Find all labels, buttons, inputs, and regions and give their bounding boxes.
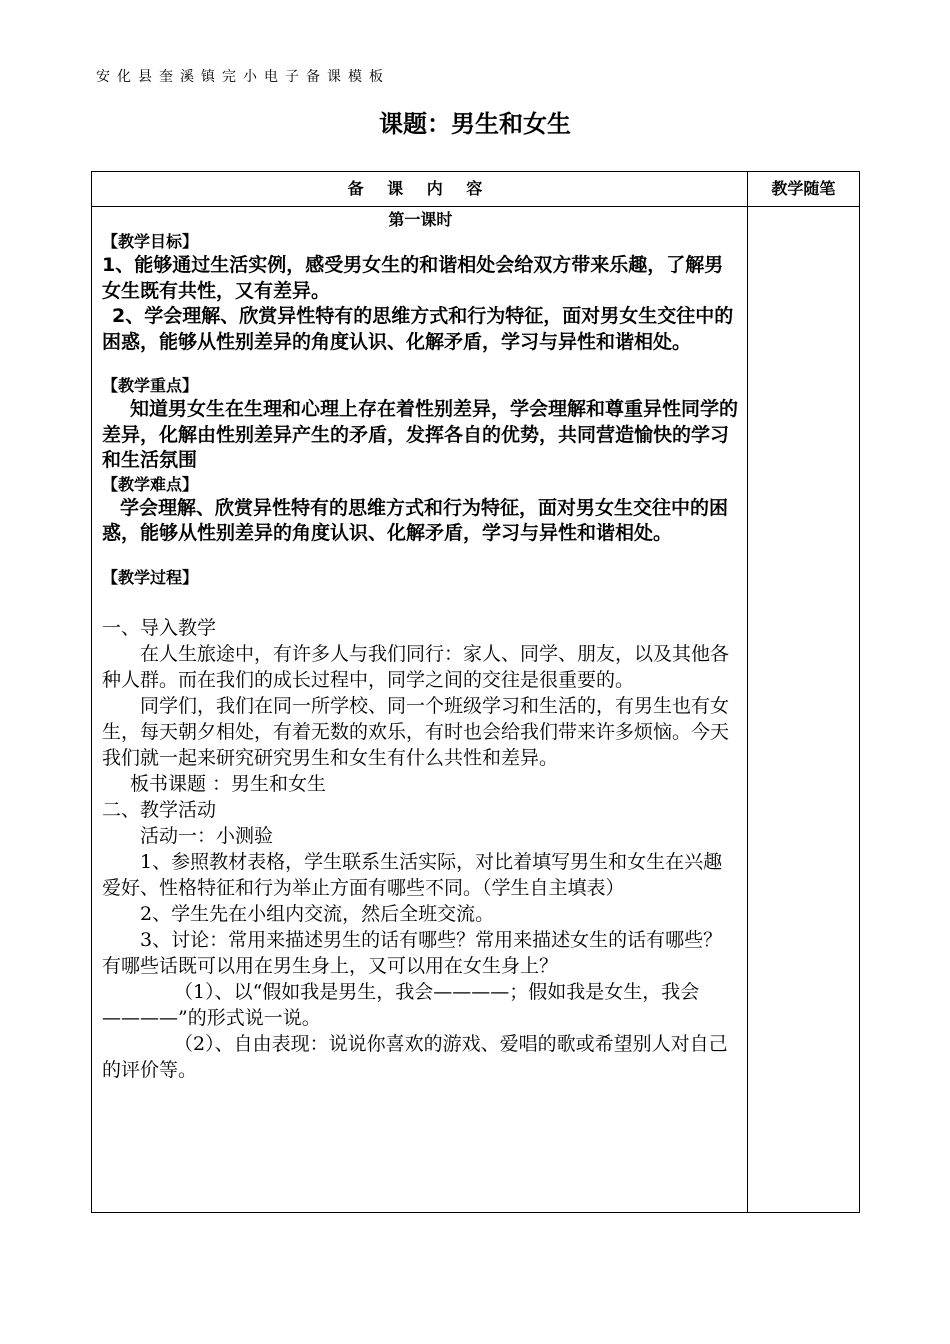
activity-section-title: 二、教学活动 <box>102 798 217 821</box>
table-body-row <box>92 207 860 1213</box>
lesson-period-label: 第一课时 <box>388 210 453 229</box>
board-title-line: 板书课题 ：男生和女生 <box>130 772 327 795</box>
difficulties-text: 学会理解、欣赏异性特有的思维方式和行为特征，面对男女生交往中的困惑，能够从性别差异的角度认识、化解矛盾，学习与异性和谐相处。 <box>102 496 729 544</box>
activity-step-3: 3、讨论：常用来描述男生的话有哪些？常用来描述女生的话有哪些？有哪些话既可以用在男生身上，又可以用在女生身上？ <box>102 928 723 977</box>
activity-substep-1: （1）、以“假如我是男生，我会————；假如我是女生，我会————”的形式说一说。 <box>102 980 700 1029</box>
content-column-header: 备 课 内 容 <box>92 172 748 207</box>
process-heading: 【教学过程】 <box>102 567 199 587</box>
difficulties-heading: 【教学难点】 <box>102 474 199 494</box>
notes-column-header: 教学随笔 <box>747 172 859 207</box>
objectives-heading: 【教学目标】 <box>102 232 199 251</box>
activity-one-title: 活动一：小测验 <box>140 824 274 847</box>
intro-section-title: 一、导入教学 <box>102 616 217 639</box>
table-header-row <box>92 172 860 207</box>
key-points-text: 知道男女生在生理和心理上存在着性别差异，学会理解和尊重异性同学的差异，化解由性别差异产生的矛盾，发挥各自的优势，共同营造愉快的学习和生活氛围 <box>102 398 739 471</box>
key-points-heading: 【教学重点】 <box>102 376 199 395</box>
objective-item-2: 2、学会理解、欣赏异性特有的思维方式和行为特征，面对男女生交往中的困惑，能够从性别差异的角度认识、化解矛盾，学习与异性和谐相处。 <box>102 305 734 353</box>
activity-substep-2: （2）、自由表现：说说你喜欢的游戏、爱唱的歌或希望别人对自己的评价等。 <box>102 1032 728 1081</box>
intro-paragraph-1: 在人生旅途中，有许多人与我们同行：家人、同学、朋友，以及其他各种人群。而在我们的成长过程中，同学之间的交往是很重要的。 <box>102 642 730 691</box>
lesson-plan-table <box>91 171 860 1213</box>
activity-step-2: 2、学生先在小组内交流，然后全班交流。 <box>140 902 495 925</box>
lesson-content-cell <box>92 207 748 1213</box>
page-title: 课题：男生和女生 <box>379 110 571 138</box>
activity-step-1: 1、参照教材表格，学生联系生活实际，对比着填写男生和女生在兴趣爱好、性格特征和行为举止方面有哪些不同。（学生自主填表） <box>102 850 723 899</box>
page-header: 安化县奎溪镇完小电子备课模板 <box>96 69 390 85</box>
intro-paragraph-2: 同学们，我们在同一所学校、同一个班级学习和生活的，有男生也有女生，每天朝夕相处，有着无数的欢乐，有时也会给我们带来许多烦恼。今天我们就一起来研究研究男生和女生有什么共性和差异。 <box>102 694 730 769</box>
objective-item-1: 1、能够通过生活实例，感受男女生的和谐相处会给双方带来乐趣，了解男女生既有共性，又有差异。 <box>102 254 724 302</box>
teaching-notes-cell <box>747 207 859 1213</box>
